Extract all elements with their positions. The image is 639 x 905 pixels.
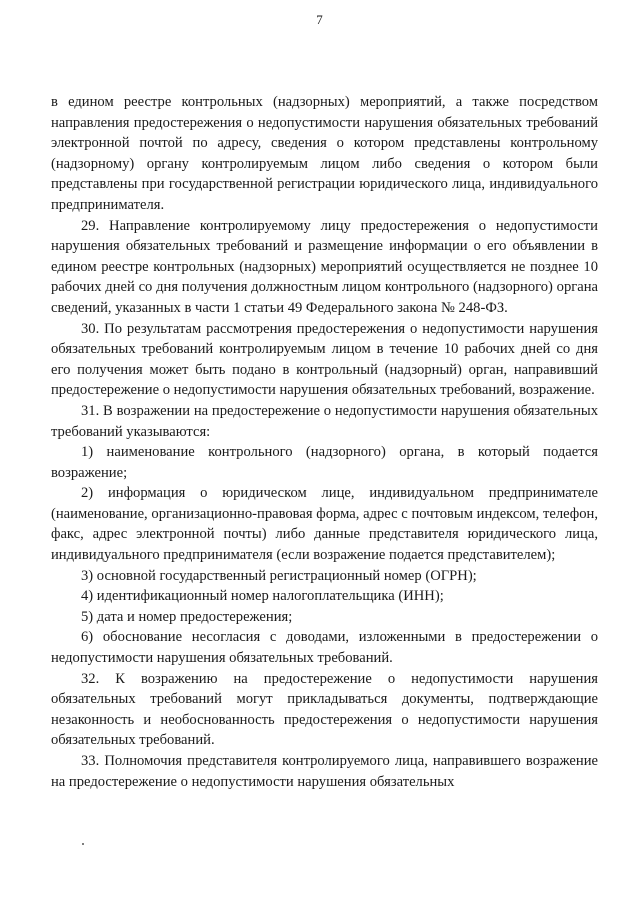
scan-speck — [82, 843, 84, 845]
list-item-1: 1) наименование контрольного (надзорного) органа, в который подается возражение; — [51, 444, 598, 481]
paragraph-32: 32. К возражению на предостережение о недопустимости нарушения обязательных требований могут прикладываться документы, подтверждающие незаконность и необоснованность предостережения о недопустимости нарушения обязательных требований. — [51, 670, 598, 749]
list-item-3: 3) основной государственный регистрационный номер (ОГРН); — [81, 567, 477, 584]
paragraph-30: 30. По результатам рассмотрения предостережения о недопустимости нарушения обязательных требований контролируемым лицом в течение 10 рабочих дней со дня его получения может быть подано в контрольный (надзорный) орган, направивший предостережение о недопустимости нарушения обязательных требований, возражение. — [51, 320, 598, 399]
page-number: 7 — [316, 12, 323, 27]
list-item-4: 4) идентификационный номер налогоплательщика (ИНН); — [81, 588, 444, 605]
paragraph-33: 33. Полномочия представителя контролируемого лица, направившего возражение на предостережение о недопустимости нарушения обязательных — [51, 753, 598, 790]
list-item-5: 5) дата и номер предостережения; — [81, 608, 293, 625]
list-item-2: 2) информация о юридическом лице, индивидуальном предпринимателе (наименование, организационно-правовая форма, адрес с почтовым индексом, телефон, факс, адрес электронной почты) либо данные представителя юридического лица, индивидуального предпринимателя (если возражение подается представителем); — [51, 485, 598, 564]
document-body — [51, 92, 598, 792]
list-item-6: 6) обоснование несогласия с доводами, изложенными в предостережении о недопустимости нарушения обязательных требований. — [51, 629, 598, 667]
paragraph-continuation: в едином реестре контрольных (надзорных) мероприятий, а также посредством направления предостережения о недопустимости нарушения обязательных требований электронной почтой по адресу, сведения о котором представлены контрольному (надзорному) органу контролируемым лицом либо сведения о котором были представлены при государственной регистрации юридического лица, индивидуального предпринимателя. — [51, 94, 598, 213]
paragraph-29: 29. Направление контролируемому лицу предостережения о недопустимости нарушения обязательных требований и размещение информации о его объявлении в едином реестре контрольных (надзорных) мероприятий осуществляется не позднее 10 рабочих дней со дня получения должностным лицом контрольного (надзорного) органа сведений, указанных в части 1 статьи 49 Федерального закона № 248-ФЗ. — [51, 217, 598, 316]
paragraph-31: 31. В возражении на предостережение о недопустимости нарушения обязательных требований указываются: — [51, 402, 598, 440]
